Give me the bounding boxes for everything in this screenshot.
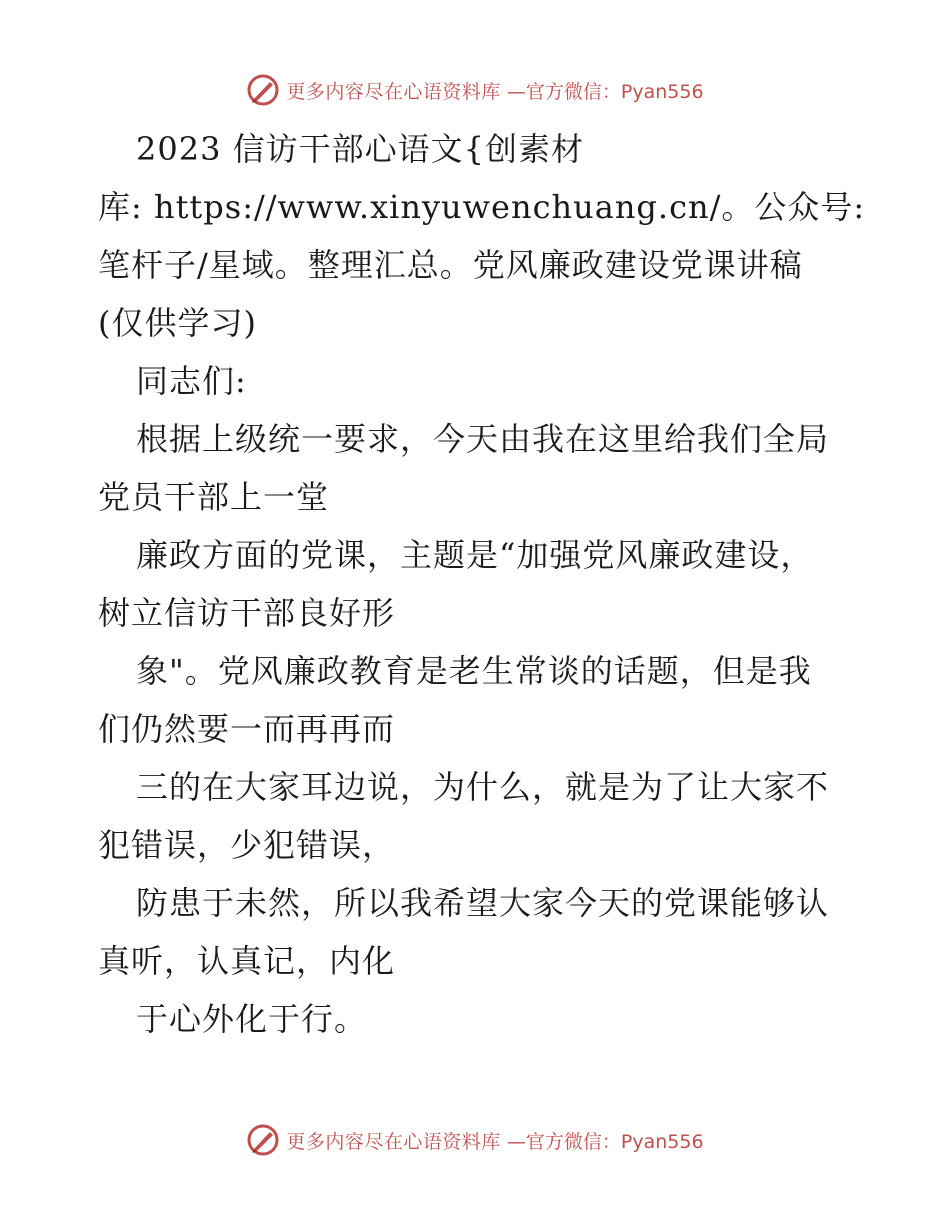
pen-logo-icon: [246, 1123, 280, 1157]
footer-watermark: [0, 1120, 950, 1160]
text-line: (仅供学习): [98, 304, 257, 342]
watermark-contact: —官方微信：Pyan556: [506, 80, 704, 103]
text-line: 犯错误，少犯错误，: [98, 826, 396, 864]
watermark-text: 更多内容尽在心语资料库: [286, 1130, 501, 1153]
text-line: 廉政方面的党课，主题是“加强党风廉政建设，: [136, 536, 814, 574]
text-line: 树立信访干部良好形: [98, 594, 396, 632]
header-watermark: [0, 70, 950, 110]
watermark-text: 更多内容尽在心语资料库: [286, 80, 501, 103]
text-line: 们仍然要一而再再而: [98, 710, 396, 748]
text-line: 根据上级统一要求，今天由我在这里给我们全局: [136, 420, 830, 458]
text-line: 三的在大家耳边说，为什么，就是为了让大家不: [136, 768, 830, 806]
text-line: 真听，认真记，内化: [98, 942, 396, 980]
text-line: 于心外化于行。: [136, 1000, 368, 1038]
text-line: 库: https://www.xinyuwenchuang.cn/。公众号:: [98, 188, 866, 226]
text-line: 2023 信访干部心语文{创素材: [136, 130, 584, 168]
text-line: 笔杆子/星域。整理汇总。党风廉政建设党课讲稿: [98, 246, 803, 284]
text-line: 同志们:: [136, 362, 247, 400]
text-line: 党员干部上一堂: [98, 478, 330, 516]
document-body: [98, 120, 866, 1048]
text-line: 象"。党风廉政教育是老生常谈的话题，但是我: [136, 652, 812, 690]
watermark-contact: —官方微信：Pyan556: [506, 1130, 704, 1153]
text-line: 防患于未然，所以我希望大家今天的党课能够认: [136, 884, 830, 922]
pen-logo-icon: [246, 73, 280, 107]
